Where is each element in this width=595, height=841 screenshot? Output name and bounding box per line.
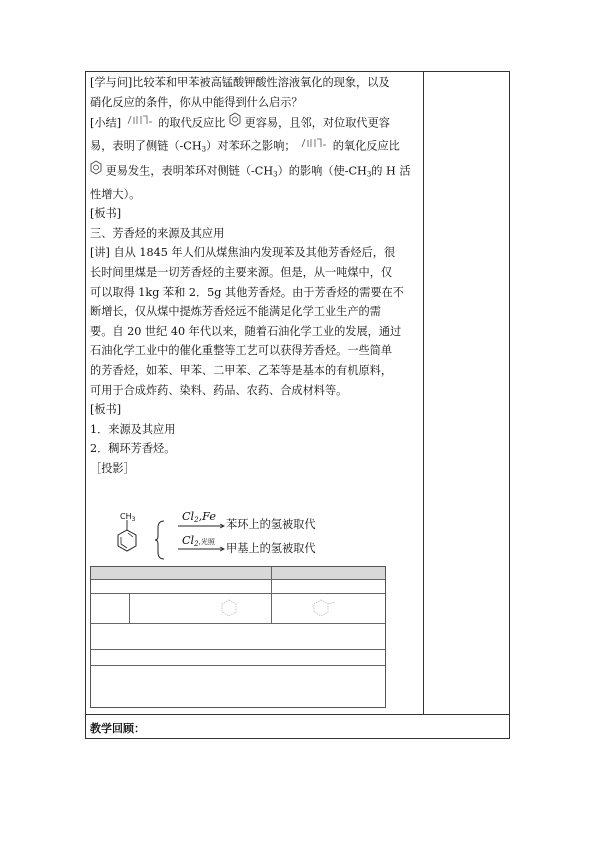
reagent-label: Cl2,Fe [182,510,216,524]
text-line: [板书] [90,207,122,221]
text-line: 长时间里煤是一切芳香烃的主要来源。但是，从一吨煤中，仅 [90,265,393,279]
reaction-diagram [112,510,412,566]
arrow-icon [178,523,226,529]
text-line: [板书] [90,403,122,417]
text-line: 硝化反应的条件，你从中能得到什么启示？ [90,95,303,109]
text-line: 可以取得 1kg 苯和 2．5g 其他芳香烃。由于芳香烃的需要在不 [90,285,404,299]
text-line: 易，表明了侧链$(-CH_3)$对苯环之影响； 的氧化反应比 [90,135,420,160]
table-col-divider [271,567,272,623]
toluene-ring-icon [114,518,140,558]
text-line: 断增长，仅从煤中提炼芳香烃远不能满足化学工业生产的需 [90,305,381,319]
teaching-review-label: 教学回顾： [90,722,145,735]
toluene-ring-icon [311,598,351,618]
result-label: 苯环上的氢被取代 [226,518,316,531]
benzene-ring-icon [90,160,102,183]
faded-comparison-table [90,566,386,708]
reagent-label: Cl2,光照 [182,534,215,548]
toluene-structure-icon [125,112,155,135]
row-divider [85,714,510,715]
brace-icon [154,520,166,560]
text-line: 石油化学工业中的催化重整等工艺可以获得芳香烃。一些简单 [90,344,393,358]
text-line: ［投影］ [90,461,135,475]
summary-label: [小结] [90,116,122,130]
result-label: 甲基上的氢被取代 [226,542,316,555]
text-line: 2．稠环芳香烃。 [90,442,176,456]
lesson-content [90,73,420,478]
column-divider [423,71,424,714]
toluene-structure-icon [299,135,329,158]
benzene-ring-icon [219,598,239,618]
text-line: [小结] 的取代反应比 更容易，且邻，对位取代更容 [90,112,420,135]
text-line: 的芳香烃，如苯、甲苯、二甲苯、乙苯等是基本的有机原料， [90,363,393,377]
methyl-label: $CH_3$ [120,512,136,523]
section-heading: 三、芳香烃的来源及其应用 [90,226,225,240]
text-line: 1．来源及其应用 [90,422,176,436]
text-line: 更易发生，表明苯环对侧链$(-CH_3)$的影响（使$-CH_3$的 H 活 [90,160,420,185]
text-line: 可用于合成炸药、染料、药品、农药、合成材料等。 [90,383,348,397]
text-line: 性增大）。 [90,187,141,201]
text-line: 要。自 20 世纪 40 年代以来，随着石油化学工业的发展，通过 [90,324,402,338]
text-line: [讲] 自从 1845 年人们从煤焦油内发现苯及其他芳香烃后，很 [90,246,396,260]
benzene-ring-icon [229,112,241,135]
arrow-icon [178,546,226,552]
text-line: [学与问]比较苯和甲苯被高锰酸钾酸性溶液氧化的现象，以及 [90,76,390,89]
table-col-divider [129,593,130,623]
